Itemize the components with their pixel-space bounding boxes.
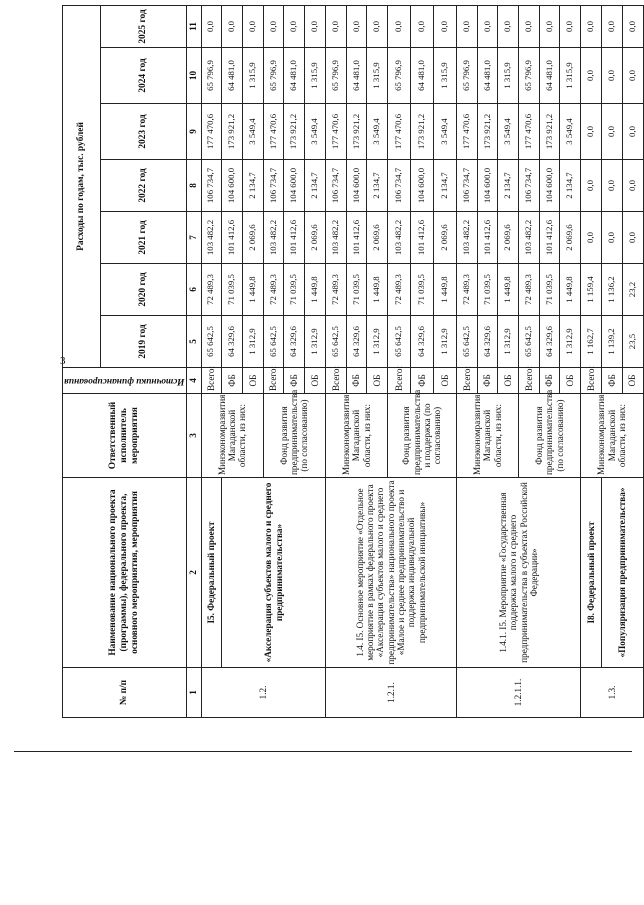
value-cell: 1 315,9 [433,48,456,104]
project-title: I8. Федеральный проект [581,478,602,668]
value-cell: 106 734,7 [456,160,477,212]
value-cell: 64 329,6 [410,316,433,368]
rotated-table-frame [62,6,638,718]
project-name: «Популяризация предпринимательства» [601,478,643,668]
executor: Минэкономразвития Магаданской области, из них: [581,394,643,478]
header-source-label: Источники финансирования [64,375,185,386]
value-cell: 0,0 [622,212,643,264]
value-cell: 0,0 [222,5,243,47]
value-cell: 2 134,7 [305,160,326,212]
column-index: 6 [186,264,201,316]
value-cell: 173 921,2 [222,104,243,160]
value-cell: 103 482,2 [263,212,284,264]
value-cell: 0,0 [388,5,411,47]
value-cell: 0,0 [601,5,622,47]
table-row [581,5,602,717]
value-cell: 1 315,9 [305,48,326,104]
column-index: 4 [186,368,201,394]
row-number: 1.2. [201,668,325,718]
value-cell: 64 481,0 [222,48,243,104]
value-cell: 71 039,5 [284,264,305,316]
value-cell: 0,0 [601,48,622,104]
value-cell: 64 329,6 [539,316,560,368]
value-cell: 0,0 [560,5,581,47]
table-row [456,5,477,717]
value-cell: 65 642,5 [388,316,411,368]
value-cell: 173 921,2 [284,104,305,160]
page-divider [14,751,632,752]
table-row [201,5,222,717]
value-cell: 1 312,9 [560,316,581,368]
value-cell: 1 449,8 [433,264,456,316]
value-cell: 1 136,2 [601,264,622,316]
value-cell: 106 734,7 [325,160,346,212]
value-cell: 72 489,3 [519,264,540,316]
value-cell: 103 482,2 [325,212,346,264]
header-executor: Ответственный исполнитель мероприятия [63,394,187,478]
source: Всего: [201,368,222,394]
source: ФБ [222,368,243,394]
value-cell: 104 600,0 [477,160,498,212]
source: ОБ [498,368,519,394]
value-cell: 177 470,6 [519,104,540,160]
value-cell: 104 600,0 [284,160,305,212]
value-cell: 101 412,6 [284,212,305,264]
value-cell: 65 796,9 [325,48,346,104]
value-cell: 0,0 [367,5,388,47]
value-cell: 103 482,2 [519,212,540,264]
value-cell: 106 734,7 [201,160,222,212]
source: ОБ [305,368,326,394]
value-cell: 1 315,9 [242,48,263,104]
value-cell: 71 039,5 [222,264,243,316]
value-cell: 104 600,0 [346,160,367,212]
row-number: 1.3. [581,668,643,718]
value-cell: 0,0 [519,5,540,47]
value-cell: 104 600,0 [539,160,560,212]
column-index: 9 [186,104,201,160]
value-cell: 64 329,6 [284,316,305,368]
value-cell: 2 069,6 [367,212,388,264]
value-cell: 173 921,2 [477,104,498,160]
value-cell: 3 549,4 [433,104,456,160]
source: ОБ [560,368,581,394]
value-cell: 64 481,0 [284,48,305,104]
header-expenses: Расходы по годам, тыс. рублей [63,5,101,367]
header-year: 2024 год [101,48,186,104]
value-cell: 1 312,9 [305,316,326,368]
value-cell: 101 412,6 [539,212,560,264]
column-index: 11 [186,5,201,47]
value-cell: 72 489,3 [456,264,477,316]
value-cell: 2 134,7 [498,160,519,212]
value-cell: 0,0 [242,5,263,47]
source: Всего: [263,368,284,394]
value-cell: 177 470,6 [325,104,346,160]
value-cell: 0,0 [284,5,305,47]
value-cell: 1 312,9 [367,316,388,368]
row-number: 1.2.1. [325,668,456,718]
value-cell: 65 796,9 [263,48,284,104]
value-cell: 0,0 [305,5,326,47]
executor: Фонд развития предпринимательства (по согласованию) [263,394,325,478]
value-cell: 173 921,2 [410,104,433,160]
value-cell: 1 159,4 [581,264,602,316]
value-cell: 65 796,9 [388,48,411,104]
value-cell: 1 315,9 [560,48,581,104]
value-cell: 65 642,5 [325,316,346,368]
value-cell: 0,0 [601,212,622,264]
value-cell: 64 481,0 [410,48,433,104]
value-cell: 0,0 [410,5,433,47]
value-cell: 0,0 [622,160,643,212]
source: ОБ [242,368,263,394]
value-cell: 0,0 [477,5,498,47]
value-cell: 71 039,5 [346,264,367,316]
value-cell: 0,0 [622,48,643,104]
value-cell: 65 796,9 [456,48,477,104]
value-cell: 103 482,2 [388,212,411,264]
value-cell: 104 600,0 [410,160,433,212]
value-cell: 1 162,7 [581,316,602,368]
value-cell: 72 489,3 [263,264,284,316]
value-cell: 65 642,5 [519,316,540,368]
value-cell: 1 449,8 [305,264,326,316]
value-cell: 101 412,6 [346,212,367,264]
value-cell: 2 069,6 [560,212,581,264]
executor: Фонд развития предпринимательства и поддержка (по согласованию) [388,394,457,478]
source: Всего: [325,368,346,394]
table-row [222,5,243,717]
value-cell: 71 039,5 [410,264,433,316]
value-cell: 1 139,2 [601,316,622,368]
source: ОБ [367,368,388,394]
value-cell: 0,0 [601,104,622,160]
value-cell: 2 134,7 [433,160,456,212]
value-cell: 2 134,7 [242,160,263,212]
value-cell: 0,0 [539,5,560,47]
value-cell: 0,0 [581,104,602,160]
value-cell: 106 734,7 [388,160,411,212]
value-cell: 65 642,5 [456,316,477,368]
value-cell: 0,0 [346,5,367,47]
executor: Фонд развития предпринимательства (по согласованию) [519,394,581,478]
value-cell: 177 470,6 [388,104,411,160]
project-title: I5. Федеральный проект [201,478,222,668]
header-source [63,368,187,394]
column-index: 2 [186,478,201,668]
expenses-table [62,5,644,718]
value-cell: 1 312,9 [433,316,456,368]
activity-name: 1.4.1. I5. Мероприятие «Государственная поддержка малого и среднего предпринимательства в субъектах Российской Федерации» [456,478,580,668]
source: ФБ [346,368,367,394]
source: ОБ [433,368,456,394]
value-cell: 0,0 [456,5,477,47]
value-cell: 0,0 [601,160,622,212]
value-cell: 3 549,4 [560,104,581,160]
value-cell: 3 549,4 [242,104,263,160]
table-body [201,5,643,717]
source: ФБ [539,368,560,394]
value-cell: 64 481,0 [477,48,498,104]
page-number: 3 [60,355,66,367]
value-cell: 72 489,3 [325,264,346,316]
value-cell: 65 796,9 [519,48,540,104]
value-cell: 65 796,9 [201,48,222,104]
value-cell: 71 039,5 [477,264,498,316]
value-cell: 0,0 [622,104,643,160]
value-cell: 103 482,2 [456,212,477,264]
header-year: 2019 год [101,316,186,368]
row-number: 1.2.1.1. [456,668,580,718]
value-cell: 1 449,8 [560,264,581,316]
value-cell: 1 315,9 [498,48,519,104]
header-year: 2020 год [101,264,186,316]
value-cell: 0,0 [581,48,602,104]
column-index: 10 [186,48,201,104]
value-cell: 103 482,2 [201,212,222,264]
executor: Минэкономразвития Магаданской области, из них: [325,394,387,478]
value-cell: 101 412,6 [410,212,433,264]
value-cell: 0,0 [581,5,602,47]
source: ФБ [284,368,305,394]
activity-name: 1.4. I5. Основное мероприятие «Отдельное мероприятие в рамках федерального проекта «Акселерация субъектов малого и среднего предпринимательства» национального проекта «Малое и среднее предпринимательство и поддержка индивидуальной предпринимательской инициативы» [325,478,456,668]
value-cell: 101 412,6 [222,212,243,264]
header-year: 2023 год [101,104,186,160]
project-name: «Акселерация субъектов малого и среднего предпринимательства» [222,478,326,668]
executor: Минэкономразвития Магаданской области, из них: [201,394,263,478]
value-cell: 173 921,2 [539,104,560,160]
value-cell: 3 549,4 [305,104,326,160]
value-cell: 104 600,0 [222,160,243,212]
value-cell: 177 470,6 [456,104,477,160]
table-header [63,5,202,717]
value-cell: 0,0 [581,212,602,264]
value-cell: 3 549,4 [498,104,519,160]
source: Всего: [456,368,477,394]
column-index: 7 [186,212,201,264]
value-cell: 65 642,5 [201,316,222,368]
header-year: 2021 год [101,212,186,264]
value-cell: 72 489,3 [388,264,411,316]
value-cell: 72 489,3 [201,264,222,316]
value-cell: 3 549,4 [367,104,388,160]
value-cell: 0,0 [201,5,222,47]
value-cell: 23,5 [622,316,643,368]
value-cell: 1 449,8 [498,264,519,316]
source: ФБ [477,368,498,394]
table-row [325,5,346,717]
value-cell: 173 921,2 [346,104,367,160]
value-cell: 2 069,6 [433,212,456,264]
column-index: 3 [186,394,201,478]
value-cell: 177 470,6 [201,104,222,160]
value-cell: 0,0 [498,5,519,47]
table-row [601,5,622,717]
value-cell: 106 734,7 [519,160,540,212]
source: Всего: [519,368,540,394]
value-cell: 1 312,9 [242,316,263,368]
value-cell: 0,0 [581,160,602,212]
executor: Минэкономразвития Магаданской области, из них: [456,394,518,478]
value-cell: 64 481,0 [346,48,367,104]
value-cell: 0,0 [433,5,456,47]
source: ОБ [622,368,643,394]
header-no: № п/п [63,668,187,718]
value-cell: 2 134,7 [367,160,388,212]
value-cell: 64 481,0 [539,48,560,104]
header-name: Наименование национального проекта (программы), федерального проекта, основного мероприятия, мероприятия [63,478,187,668]
source: Всего: [581,368,602,394]
value-cell: 1 449,8 [242,264,263,316]
value-cell: 64 329,6 [477,316,498,368]
source: Всего: [388,368,411,394]
value-cell: 1 312,9 [498,316,519,368]
value-cell: 1 449,8 [367,264,388,316]
source: ФБ [601,368,622,394]
column-index: 5 [186,316,201,368]
value-cell: 64 329,6 [346,316,367,368]
value-cell: 2 069,6 [498,212,519,264]
value-cell: 106 734,7 [263,160,284,212]
header-year: 2025 год [101,5,186,47]
value-cell: 2 134,7 [560,160,581,212]
value-cell: 2 069,6 [242,212,263,264]
value-cell: 0,0 [622,5,643,47]
value-cell: 0,0 [325,5,346,47]
value-cell: 101 412,6 [477,212,498,264]
source: ФБ [410,368,433,394]
value-cell: 64 329,6 [222,316,243,368]
value-cell: 177 470,6 [263,104,284,160]
value-cell: 71 039,5 [539,264,560,316]
value-cell: 23,2 [622,264,643,316]
header-year: 2022 год [101,160,186,212]
column-index: 1 [186,668,201,718]
value-cell: 2 069,6 [305,212,326,264]
value-cell: 0,0 [263,5,284,47]
value-cell: 65 642,5 [263,316,284,368]
value-cell: 1 315,9 [367,48,388,104]
column-index: 8 [186,160,201,212]
